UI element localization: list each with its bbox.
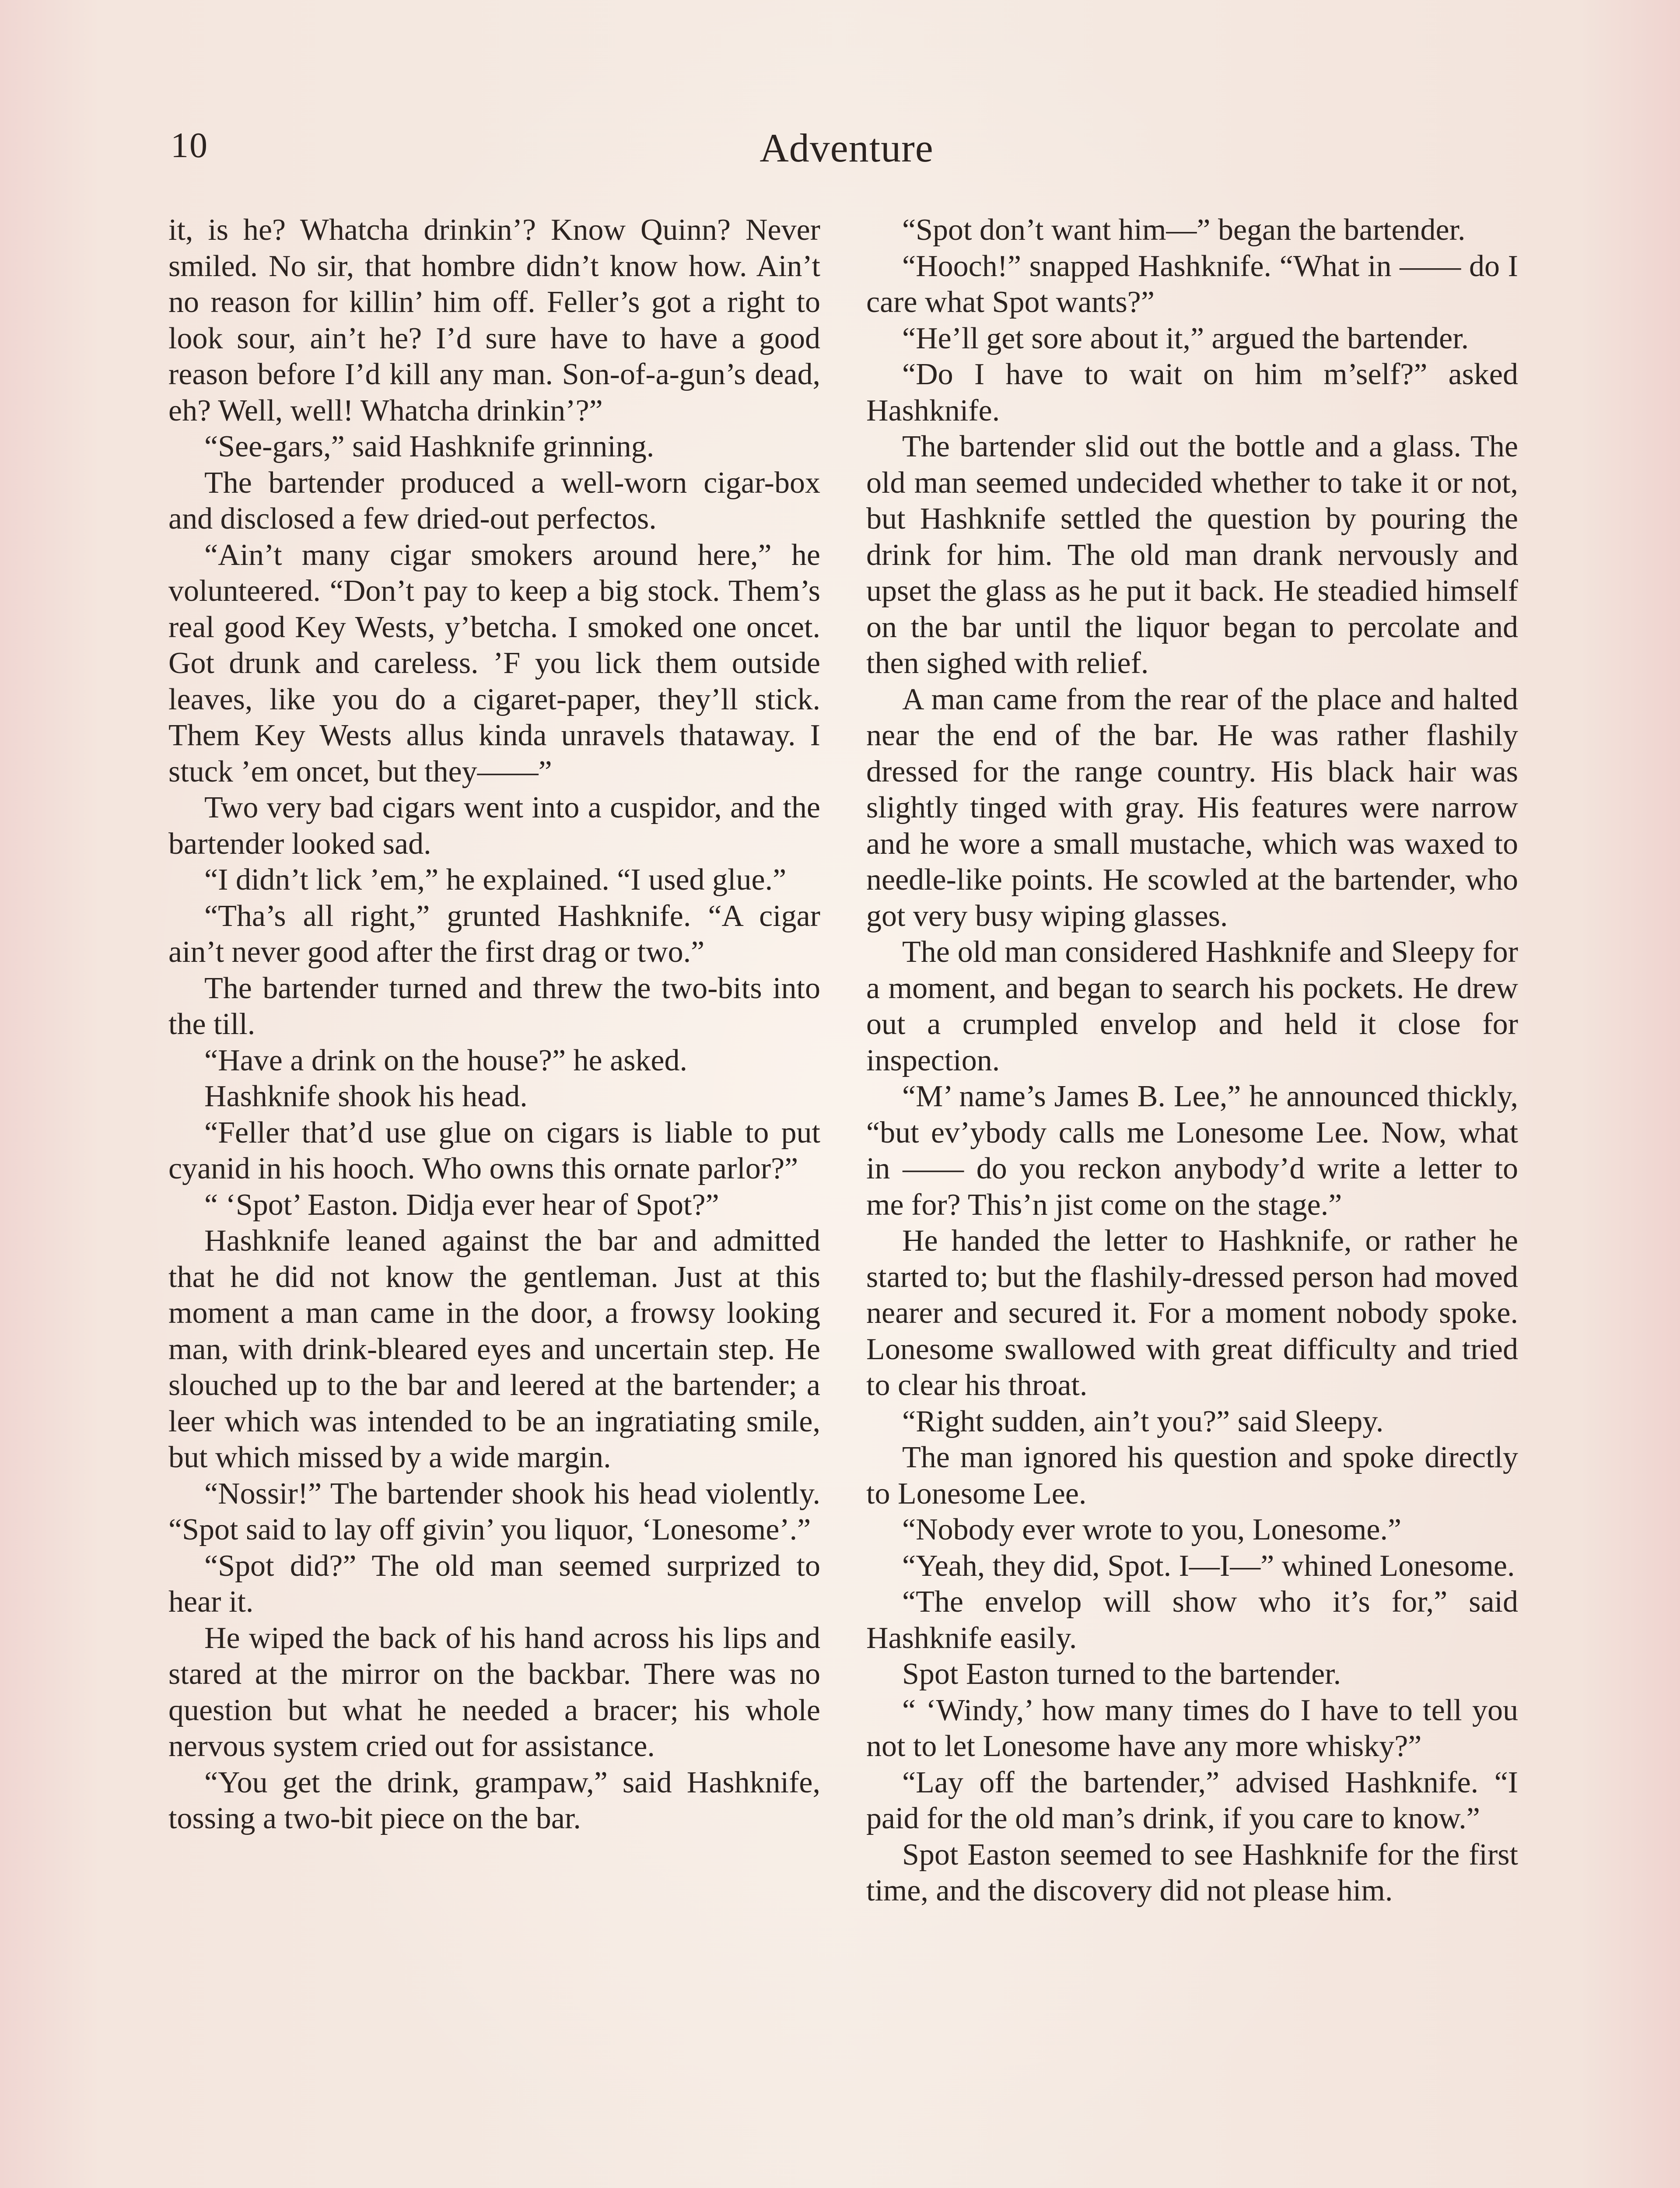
- paragraph: “Hooch!” snapped Hashknife. “What in —— do I care what Spot wants?”: [866, 249, 1518, 319]
- paragraph: Spot Easton seemed to see Hashknife for the first time, and the discovery did not please him.: [866, 1837, 1518, 1907]
- paragraph: “ ‘Spot’ Easton. Didja ever hear of Spot?”: [204, 1188, 719, 1222]
- paragraph: The bartender slid out the bottle and a glass. The old man seemed undecided whether to take it or not, but Hashknife settled the question by pouring the drink for him. The old man drank nervously and upset the glass as he put it back. He steadied himself on the bar until the liquor began to percolate and then sighed with relief.: [866, 430, 1518, 680]
- paragraph: “M’ name’s James B. Lee,” he announced thickly, “but ev’ybody calls me Lonesome Lee. Now, what in —— do you reckon anybody’d write a letter to me for? This’n jist come on the stage.”: [866, 1080, 1518, 1222]
- paragraph: The bartender turned and threw the two-bits into the till.: [168, 971, 820, 1041]
- paragraph: “Tha’s all right,” grunted Hashknife. “A cigar ain’t never good after the first drag or two.”: [168, 899, 820, 969]
- right-column: [866, 212, 1518, 1909]
- paragraph: Hashknife shook his head.: [204, 1080, 528, 1113]
- paragraph: “Yeah, they did, Spot. I—I—” whined Lonesome.: [902, 1549, 1515, 1583]
- paragraph: He handed the letter to Hashknife, or rather he started to; but the flashily-dressed person had moved nearer and secured it. For a moment nobody spoke. Lonesome swallowed with great difficulty and tried to clear his throat.: [866, 1224, 1518, 1402]
- paragraph: “Do I have to wait on him m’self?” asked Hashknife.: [866, 358, 1518, 428]
- left-column: [168, 212, 820, 1837]
- paragraph: “Nossir!” The bartender shook his head violently. “Spot said to lay off givin’ you liquor, ‘Lonesome’.”: [168, 1476, 820, 1546]
- running-title: Adventure: [760, 126, 934, 170]
- paragraph: “I didn’t lick ’em,” he explained. “I used glue.”: [204, 863, 787, 897]
- paragraph: “Have a drink on the house?” he asked.: [204, 1043, 688, 1077]
- paragraph: “Feller that’d use glue on cigars is liable to put cyanid in his hooch. Who owns this ornate parlor?”: [168, 1115, 820, 1185]
- paragraph: The bartender produced a well-worn cigar-box and disclosed a few dried-out perfectos.: [168, 466, 820, 536]
- paragraph: “Right sudden, ain’t you?” said Sleepy.: [902, 1404, 1384, 1438]
- page-header: [171, 125, 1522, 186]
- paragraph: The man ignored his question and spoke directly to Lonesome Lee.: [866, 1441, 1518, 1511]
- paragraph: “He’ll get sore about it,” argued the bartender.: [902, 321, 1469, 355]
- paragraph: A man came from the rear of the place and halted near the end of the bar. He was rather flashily dressed for the range country. His black hair was slightly tinged with gray. His features were narrow and he wore a small mustache, which was waxed to needle-like points. He scowled at the bartender, who got very busy wiping glasses.: [866, 682, 1518, 933]
- paragraph: “ ‘Windy,’ how many times do I have to tell you not to let Lonesome have any more whisky?”: [866, 1693, 1518, 1763]
- page-number: 10: [171, 125, 208, 165]
- paragraph: “The envelop will show who it’s for,” said Hashknife easily.: [866, 1585, 1518, 1655]
- paragraph: Spot Easton turned to the bartender.: [902, 1657, 1341, 1691]
- paragraph: “You get the drink, grampaw,” said Hashknife, tossing a two-bit piece on the bar.: [168, 1765, 820, 1835]
- paragraph: “Ain’t many cigar smokers around here,” he volunteered. “Don’t pay to keep a big stock. Them’s real good Key Wests, y’betcha. I smoked one oncet. Got drunk and careless. ’F you lick them outside leaves, like you do a cigaret-paper, they’ll stick. Them Key Wests allus kinda unravels thataway. I stuck ’em oncet, but they——”: [168, 538, 820, 789]
- paragraph: The old man considered Hashknife and Sleepy for a moment, and began to search his pockets. He drew out a crumpled envelop and held it close for inspection.: [866, 935, 1518, 1077]
- paragraph: “Spot don’t want him—” began the bartender.: [902, 213, 1466, 247]
- paragraph: “Spot did?” The old man seemed surprized to hear it.: [168, 1549, 820, 1619]
- paragraph: Two very bad cigars went into a cuspidor, and the bartender looked sad.: [168, 791, 820, 861]
- paragraph: “Lay off the bartender,” advised Hashknife. “I paid for the old man’s drink, if you care to know.”: [866, 1765, 1518, 1835]
- paragraph: “See-gars,” said Hashknife grinning.: [204, 430, 654, 463]
- paragraph: Hashknife leaned against the bar and admitted that he did not know the gentleman. Just at this moment a man came in the door, a frowsy looking man, with drink-bleared eyes and uncertain step. He slouched up to the bar and leered at the bartender; a leer which was intended to be an ingratiating smile, but which missed by a wide margin.: [168, 1224, 820, 1474]
- paragraph: it, is he? Whatcha drinkin’? Know Quinn? Never smiled. No sir, that hombre didn’t know how. Ain’t no reason for killin’ him off. Feller’s got a right to look sour, ain’t he? I’d sure have to have a good reason before I’d kill any man. Son-of-a-gun’s dead, eh? Well, well! Whatcha drinkin’?”: [168, 213, 820, 428]
- paragraph: He wiped the back of his hand across his lips and stared at the mirror on the backbar. There was no question but what he needed a bracer; his whole nervous system cried out for assistance.: [168, 1621, 820, 1763]
- paragraph: “Nobody ever wrote to you, Lonesome.”: [902, 1513, 1402, 1546]
